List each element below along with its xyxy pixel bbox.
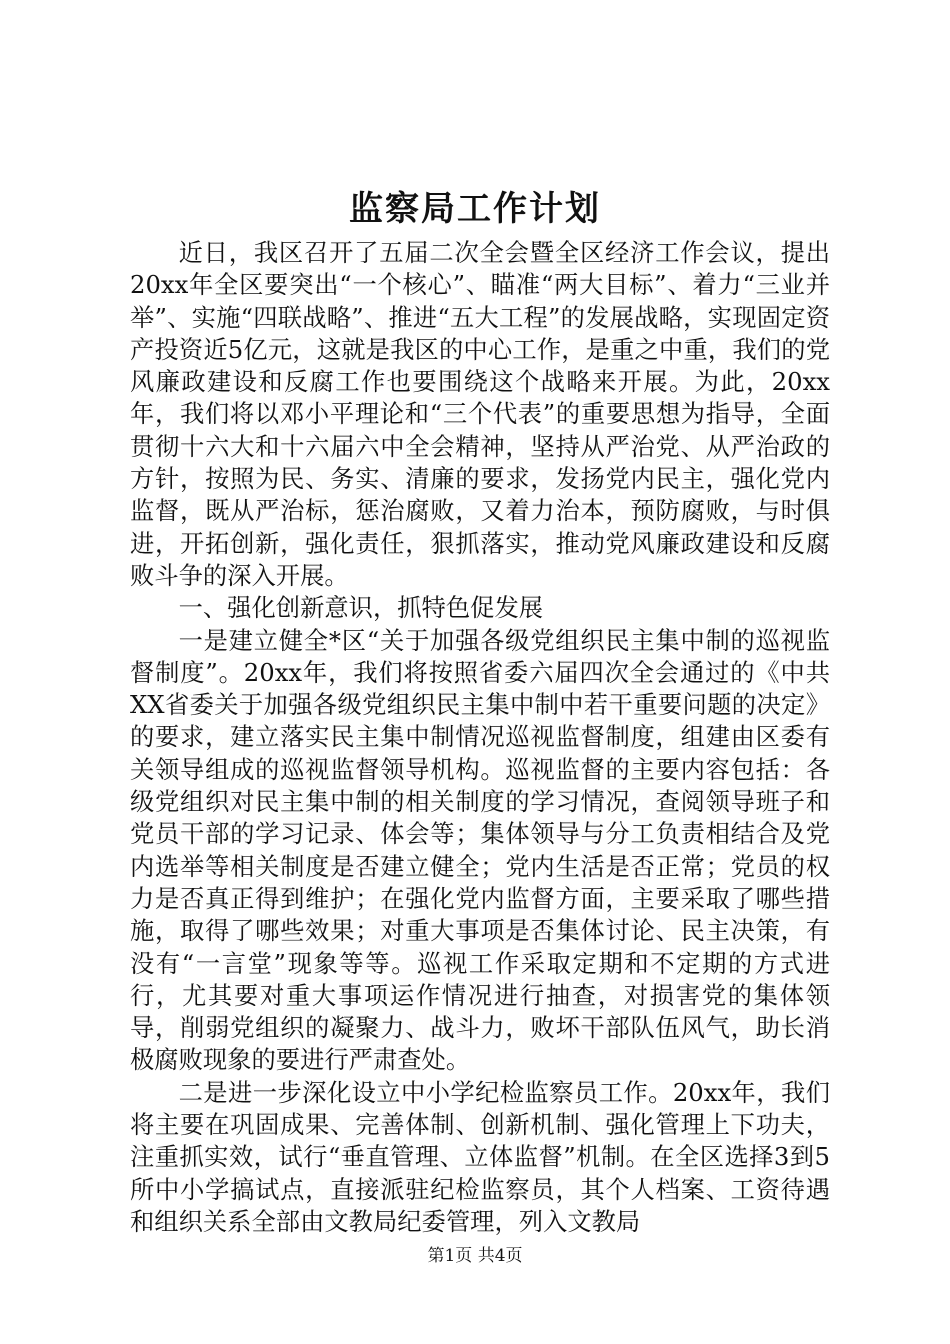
document-body [130, 237, 830, 1238]
page-footer: 第1页 共4页 [427, 1246, 523, 1266]
section-heading: 一、强化创新意识，抓特色促发展 [178, 593, 544, 623]
intro-paragraph: 近日，我区召开了五届二次全会暨全区经济工作会议，提出20xx年全区要突出“一个核心”、瞄准“两大目标”、着力“三业并举”、实施“四联战略”、推进“五大工程”的发展战略，实现固定资产投资近5亿元，这就是我区的中心工作，是重之中重，我们的党风廉政建设和反腐工作也要围绕这个战略来开展。为此，20xx年，我们将以邓小平理论和“三个代表”的重要思想为指导，全面贯彻十六大和十六届六中全会精神，坚持从严治党、从严治政的方针，按照为民、务实、清廉的要求，发扬党内民主，强化党内监督，既从严治标，惩治腐败，又着力治本，预防腐败，与时俱进，开拓创新，强化责任，狠抓落实，推动党风廉政建设和反腐败斗争的深入开展。 [130, 238, 830, 590]
document-title: 监察局工作计划 [349, 189, 601, 229]
item-one-paragraph: 一是建立健全*区“关于加强各级党组织民主集中制的巡视监督制度”。20xx年，我们将按照省委六届四次全会通过的《中共XX省委关于加强各级党组织民主集中制中若干重要问题的决定》的要求，建立落实民主集中制情况巡视监督制度，组建由区委有关领导组成的巡视监督领导机构。巡视监督的主要内容包括：各级党组织对民主集中制的相关制度的学习情况，查阅领导班子和党员干部的学习记录、体会等；集体领导与分工负责相结合及党内选举等相关制度是否建立健全；党内生活是否正常；党员的权力是否真正得到维护；在强化党内监督方面，主要采取了哪些措施，取得了哪些效果；对重大事项是否集体讨论、民主决策，有没有“一言堂”现象等等。巡视工作采取定期和不定期的方式进行，尤其要对重大事项运作情况进行抽查，对损害党的集体领导，削弱党组织的凝聚力、战斗力，败坏干部队伍风气，助长消极腐败现象的要进行严肃查处。 [130, 625, 830, 1075]
item-two-paragraph: 二是进一步深化设立中小学纪检监察员工作。20xx年，我们将主要在巩固成果、完善体制、创新机制、强化管理上下功夫，注重抓实效，试行“垂直管理、立体监督”机制。在全区选择3到5所中小学搞试点，直接派驻纪检监察员，其个人档案、工资待遇和组织关系全部由文教局纪委管理，列入文教局 [130, 1077, 830, 1236]
